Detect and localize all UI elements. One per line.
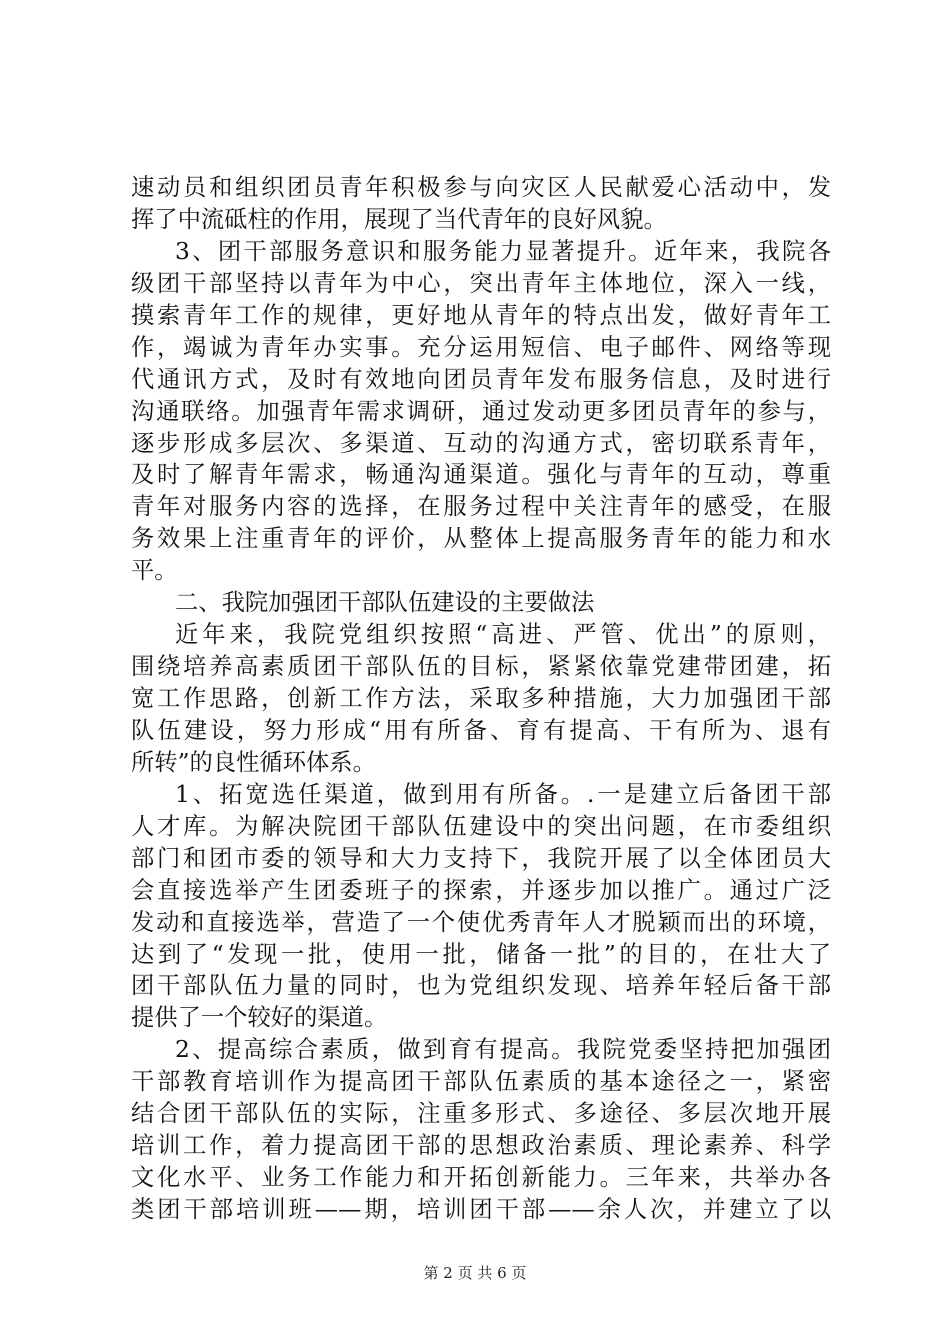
text-line: 作，竭诚为青年办实事。充分运用短信、电子邮件、网络等现 [131, 333, 831, 361]
text-line: 级团干部坚持以青年为中心，突出青年主体地位，深入一线， [131, 269, 831, 297]
text-line: 干部教育培训作为提高团干部队伍素质的基本途径之一，紧密 [131, 1068, 831, 1096]
text-line: 挥了中流砥柱的作用，展现了当代青年的良好风貌。 [131, 205, 667, 233]
text-line: 发动和直接选举，营造了一个使优秀青年人才脱颖而出的环境， [131, 908, 831, 936]
text-line: 摸索青年工作的规律，更好地从青年的特点出发，做好青年工 [131, 301, 831, 329]
text-line: 平。 [131, 557, 178, 585]
text-line: 青年对服务内容的选择，在服务过程中关注青年的感受，在服 [131, 493, 831, 521]
text-line: 逐步形成多层次、多渠道、互动的沟通方式，密切联系青年， [131, 429, 831, 457]
text-line: 务效果上注重青年的评价，从整体上提高服务青年的能力和水 [131, 525, 831, 553]
text-line: 培训工作，着力提高团干部的思想政治素质、理论素养、科学 [131, 1132, 831, 1160]
text-line: 围绕培养高素质团干部队伍的目标，紧紧依靠党建带团建，拓 [131, 653, 831, 681]
text-line: 提供了一个较好的渠道。 [131, 1004, 388, 1032]
text-line: 代通讯方式，及时有效地向团员青年发布服务信息，及时进行 [131, 365, 831, 393]
text-line: 团干部队伍力量的同时，也为党组织发现、培养年轻后备干部 [131, 972, 831, 1000]
text-line: 宽工作思路，创新工作方法，采取多种措施，大力加强团干部 [131, 685, 831, 712]
text-line: 速动员和组织团员青年积极参与向灾区人民献爱心活动中，发 [131, 174, 831, 201]
text-line: 文化水平、业务工作能力和开拓创新能力。三年来，共举办各 [131, 1164, 831, 1192]
text-line: 所转”的良性循环体系。 [131, 748, 376, 776]
text-line: 及时了解青年需求，畅通沟通渠道。强化与青年的互动，尊重 [131, 461, 831, 489]
text-line: 2、提高综合素质，做到育有提高。我院党委坚持把加强团 [175, 1036, 831, 1064]
document-body [131, 172, 831, 1226]
text-line: 3、团干部服务意识和服务能力显著提升。近年来，我院各 [175, 237, 831, 265]
text-line: 部门和团市委的领导和大力支持下，我院开展了以全体团员大 [131, 844, 831, 872]
text-line: 近年来，我院党组织按照“高进、严管、优出”的原则， [175, 621, 831, 649]
text-line: 沟通联络。加强青年需求调研，通过发动更多团员青年的参与， [131, 397, 831, 425]
text-line: 人才库。为解决院团干部队伍建设中的突出问题，在市委组织 [131, 812, 831, 840]
text-line: 会直接选举产生团委班子的探索，并逐步加以推广。通过广泛 [131, 876, 831, 904]
text-line: 1、拓宽选任渠道，做到用有所备。.一是建立后备团干部 [175, 780, 831, 808]
text-line: 二、我院加强团干部队伍建设的主要做法 [175, 589, 595, 617]
text-line: 类团干部培训班——期，培训团干部——余人次，并建立了以 [131, 1196, 831, 1223]
text-line: 结合团干部队伍的实际，注重多形式、多途径、多层次地开展 [131, 1100, 831, 1128]
text-line: 达到了“发现一批，使用一批，储备一批”的目的，在壮大了 [131, 940, 831, 968]
page-number-footer: 第 2 页 共 6 页 [423, 1264, 527, 1282]
text-line: 队伍建设，努力形成“用有所备、育有提高、干有所为、退有 [131, 716, 831, 744]
